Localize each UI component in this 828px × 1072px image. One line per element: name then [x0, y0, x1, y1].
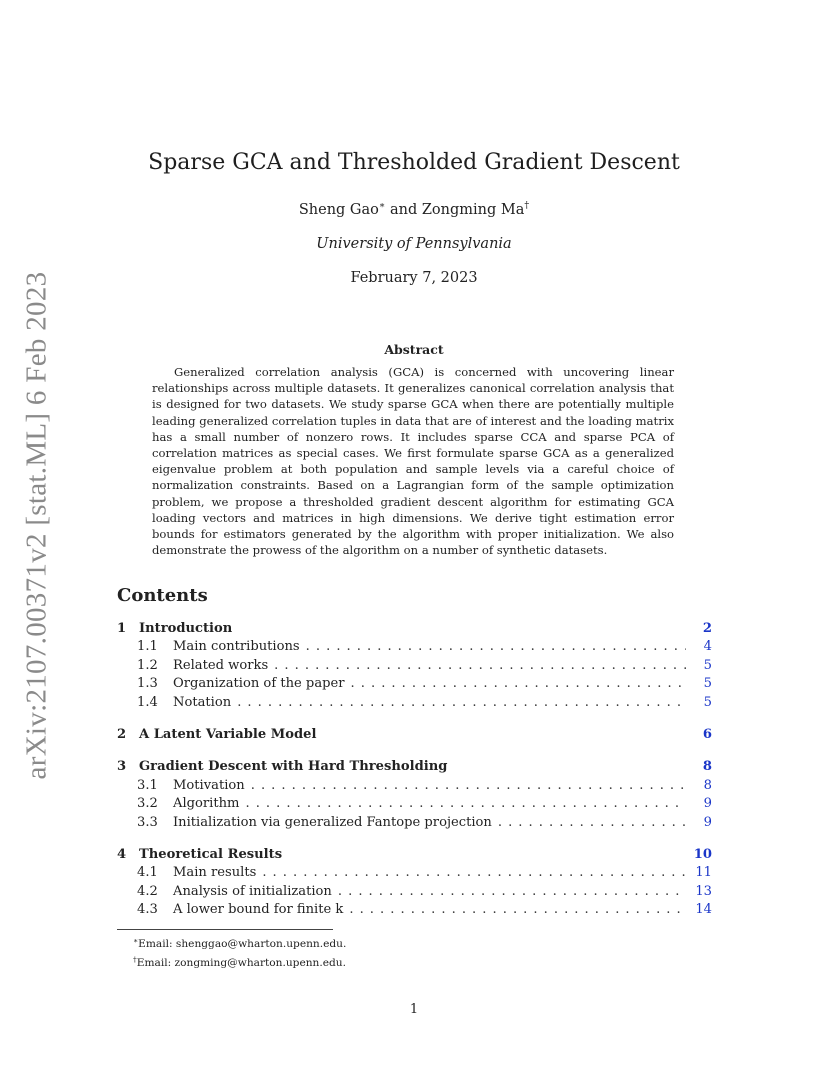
- toc-subsection-title[interactable]: Initialization via generalized Fantope projection: [173, 814, 492, 830]
- page-number: 1: [409, 1002, 419, 1017]
- toc-entry-subsection[interactable]: [117, 902, 712, 920]
- toc-entry-subsection[interactable]: [117, 695, 712, 713]
- author-name: Zongming Ma: [421, 202, 525, 218]
- toc-leader-dots: [251, 778, 686, 793]
- toc-leader-dots: [245, 796, 686, 811]
- toc-subsection-title[interactable]: Main results: [173, 865, 257, 881]
- toc-section-number: 4: [117, 846, 127, 862]
- toc-subsection-title[interactable]: Analysis of initialization: [173, 883, 332, 899]
- author-connector: and: [385, 202, 422, 218]
- toc-leader-dots: [262, 865, 686, 880]
- toc-entry-section[interactable]: [117, 621, 712, 639]
- paper-title: Sparse GCA and Thresholded Gradient Descent: [148, 150, 680, 175]
- toc-page-link[interactable]: 9: [703, 814, 712, 830]
- author-name: Sheng Gao: [298, 202, 379, 218]
- toc-entry-subsection[interactable]: [117, 676, 712, 694]
- table-of-contents: [117, 621, 712, 934]
- toc-section: [117, 727, 712, 745]
- toc-section: [117, 621, 712, 713]
- toc-section-title[interactable]: A Latent Variable Model: [139, 726, 317, 742]
- toc-subsection-number: 1.1: [137, 639, 158, 655]
- toc-page-link[interactable]: 8: [702, 759, 712, 775]
- toc-subsection-title[interactable]: Motivation: [173, 777, 245, 793]
- toc-entry-subsection[interactable]: [117, 778, 712, 796]
- toc-section: [117, 847, 712, 921]
- toc-page-link[interactable]: 4: [703, 639, 712, 655]
- toc-entry-subsection[interactable]: [117, 658, 712, 676]
- toc-section-title[interactable]: Gradient Descent with Hard Thresholding: [139, 759, 448, 775]
- abstract-body: [152, 364, 674, 558]
- toc-page-link[interactable]: 14: [695, 902, 712, 918]
- toc-page-link[interactable]: 10: [693, 846, 712, 862]
- toc-page-link[interactable]: 5: [703, 676, 712, 692]
- toc-page-link[interactable]: 5: [703, 657, 712, 673]
- toc-page-link[interactable]: 11: [695, 865, 712, 881]
- footnote: [133, 952, 346, 971]
- toc-leader-dots: [274, 658, 686, 673]
- affiliation: University of Pennsylvania: [316, 236, 512, 252]
- footnote-marker: †: [524, 200, 530, 211]
- author-line: [0, 200, 828, 218]
- abstract-heading: Abstract: [384, 342, 444, 357]
- toc-subsection-number: 3.2: [137, 796, 158, 812]
- toc-page-link[interactable]: 6: [702, 726, 712, 742]
- toc-page-link[interactable]: 5: [703, 694, 712, 710]
- toc-leader-dots: [338, 884, 686, 899]
- toc-subsection-title[interactable]: A lower bound for finite k: [173, 902, 344, 918]
- toc-entry-subsection[interactable]: [117, 884, 712, 902]
- toc-page-link[interactable]: 13: [695, 883, 712, 899]
- toc-page-link[interactable]: 8: [703, 777, 712, 793]
- toc-section-number: 1: [117, 621, 127, 636]
- toc-section-number: 3: [117, 759, 127, 775]
- toc-subsection-number: 3.3: [137, 814, 158, 830]
- footnotes: [133, 933, 346, 971]
- footnote: [133, 933, 346, 952]
- toc-entry-subsection[interactable]: [117, 865, 712, 883]
- toc-subsection-number: 4.3: [137, 902, 158, 918]
- footnote-marker: ∗: [378, 200, 386, 211]
- toc-subsection-number: 3.1: [137, 777, 158, 793]
- footnote-rule: [117, 929, 333, 930]
- toc-section-title[interactable]: Theoretical Results: [139, 846, 283, 862]
- toc-section-title[interactable]: Introduction: [139, 621, 233, 636]
- footnote-text: Email: shenggao@wharton.upenn.edu.: [138, 938, 347, 950]
- toc-subsection-title[interactable]: Related works: [173, 657, 269, 673]
- toc-leader-dots: [237, 695, 686, 710]
- toc-leader-dots: [351, 676, 686, 691]
- toc-subsection-number: 1.4: [137, 694, 158, 710]
- footnote-text: Email: zongming@wharton.upenn.edu.: [136, 957, 346, 969]
- arxiv-side-stamp: [12, 271, 62, 779]
- toc-page-link[interactable]: 2: [702, 621, 712, 636]
- toc-subsection-title[interactable]: Notation: [173, 694, 232, 710]
- toc-leader-dots: [498, 815, 686, 830]
- toc-entry-subsection[interactable]: [117, 815, 712, 833]
- arxiv-identifier: arXiv:2107.00371v2 [stat.ML] 6 Feb 2023: [20, 271, 53, 779]
- contents-heading: Contents: [117, 585, 208, 606]
- toc-subsection-title[interactable]: Main contributions: [173, 639, 300, 655]
- toc-subsection-title[interactable]: Organization of the paper: [173, 676, 345, 692]
- toc-entry-subsection[interactable]: [117, 639, 712, 657]
- toc-leader-dots: [306, 639, 686, 654]
- toc-subsection-number: 1.2: [137, 657, 158, 673]
- toc-section-number: 2: [117, 726, 127, 742]
- toc-subsection-number: 1.3: [137, 676, 158, 692]
- footnote-marker: †: [133, 955, 137, 964]
- toc-entry-section[interactable]: [117, 847, 712, 865]
- footnote-marker: ∗: [133, 936, 139, 945]
- toc-subsection-number: 4.1: [137, 865, 158, 881]
- toc-section: [117, 759, 712, 833]
- toc-page-link[interactable]: 9: [703, 796, 712, 812]
- publication-date: February 7, 2023: [350, 270, 478, 286]
- toc-entry-section[interactable]: [117, 759, 712, 777]
- abstract-text: Generalized correlation analysis (GCA) is concerned with uncovering linear relationships across multiple datasets. It generalizes canonical correlation analysis that is designed for two datasets. We study sparse GCA when there are potentially multiple leading generalized correlation tuples in data that are of interest and the loading matrix has a small number of nonzero rows. It includes sparse CCA and sparse PCA of correlation matrices as special cases. We first formulate sparse GCA as a generalized eigenvalue problem at both population and sample levels via a careful choice of normalization constraints. Based on a Lagrangian form of the sample optimization problem, we propose a thresholded gradient descent algorithm for estimating GCA loading vectors and matrices in high dimensions. We derive tight estimation error bounds for estimators generated by the algorithm with proper initialization. We also demonstrate the prowess of the algorithm on a number of synthetic datasets.: [152, 365, 674, 558]
- toc-subsection-number: 4.2: [137, 883, 158, 899]
- toc-subsection-title[interactable]: Algorithm: [173, 796, 240, 812]
- toc-leader-dots: [349, 902, 686, 917]
- toc-entry-subsection[interactable]: [117, 796, 712, 814]
- toc-entry-section[interactable]: [117, 727, 712, 745]
